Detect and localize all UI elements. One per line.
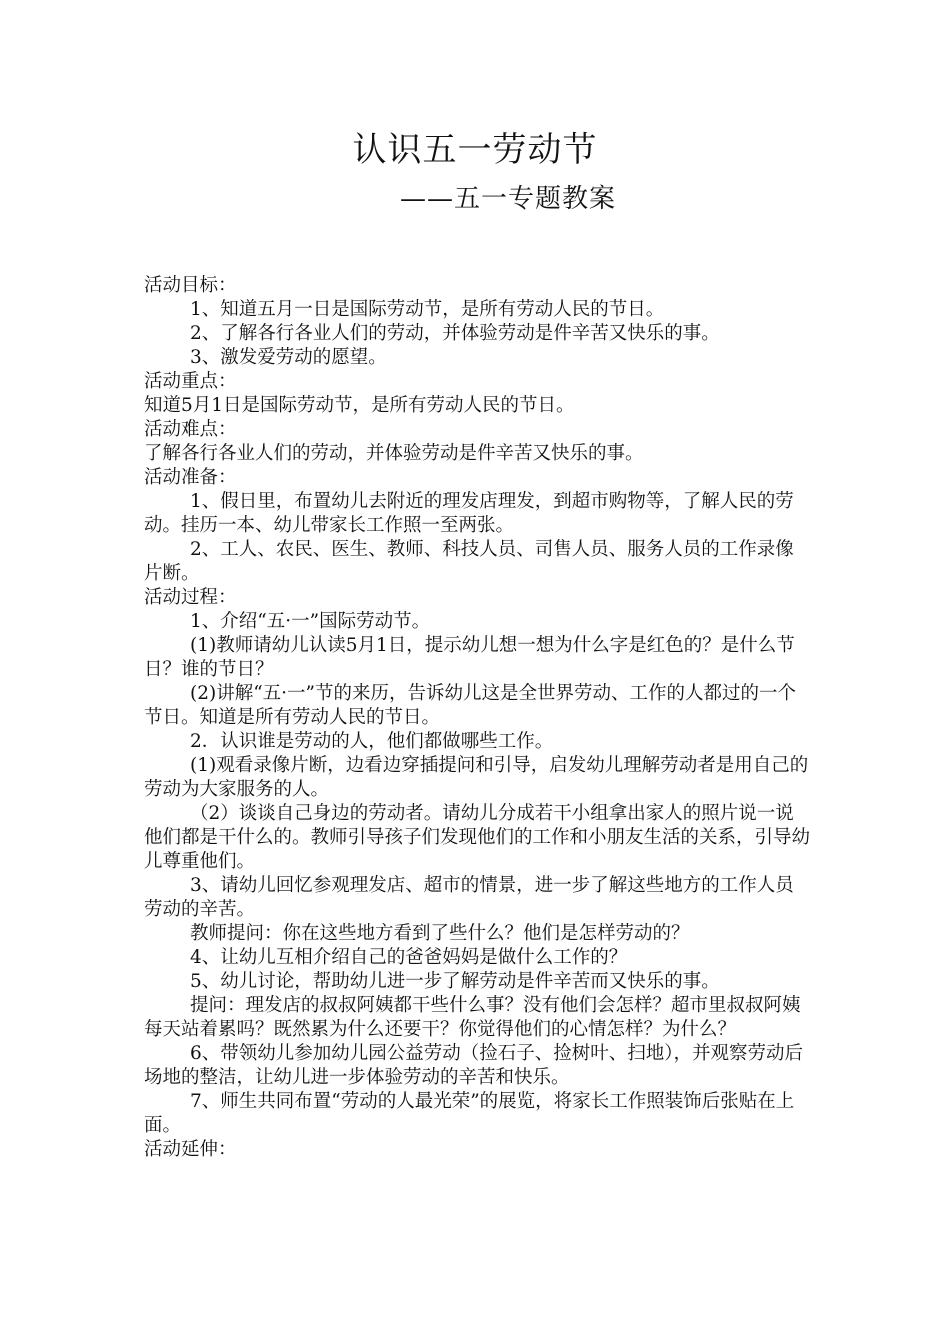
process-step-4: 4、让幼儿互相介绍自己的爸爸妈妈是做什么工作的？ — [190, 947, 628, 968]
preparation-item-1: 1、假日里，布置幼儿去附近的理发店理发，到超市购物等，了解人民的劳动。挂历一本、幼儿带家长工作照一至两张。 — [144, 491, 794, 536]
document-title: 认识五一劳动节 — [352, 130, 598, 170]
process-step-3: 3、请幼儿回忆参观理发店、超市的情景，进一步了解这些地方的工作人员劳动的辛苦。 — [144, 875, 794, 920]
section-heading-preparation: 活动准备： — [144, 467, 237, 488]
section-heading-process: 活动过程： — [144, 587, 237, 608]
section-heading-key-points: 活动重点： — [144, 371, 237, 392]
preparation-item-2: 2、工人、农民、医生、教师、科技人员、司售人员、服务人员的工作录像片断。 — [144, 539, 794, 584]
key-point-text: 知道5月1日是国际劳动节，是所有劳动人民的节日。 — [144, 395, 575, 416]
goal-item-1: 1、知道五月一日是国际劳动节，是所有劳动人民的节日。 — [190, 299, 665, 320]
process-step-5: 5、幼儿讨论，帮助幼儿进一步了解劳动是件辛苦而又快乐的事。 — [190, 971, 720, 992]
difficulty-text: 了解各行各业人们的劳动，并体验劳动是件辛苦又快乐的事。 — [144, 443, 644, 464]
section-heading-difficulties: 活动难点： — [144, 419, 237, 440]
process-step-2-sub-1: (1)观看录像片断，边看边穿插提问和引导，启发幼儿理解劳动者是用自己的劳动为大家服务的人。 — [144, 755, 809, 800]
process-step-7: 7、师生共同布置“劳动的人最光荣”的展览，将家长工作照装饰后张贴在上面。 — [144, 1091, 795, 1136]
goal-item-3: 3、激发爱劳动的愿望。 — [190, 347, 387, 368]
process-step-6: 6、带领幼儿参加幼儿园公益劳动（捡石子、捡树叶、扫地），并观察劳动后场地的整洁，让幼儿进一步体验劳动的辛苦和快乐。 — [144, 1043, 804, 1088]
process-step-5-question: 提问：理发店的叔叔阿姨都干些什么事？没有他们会怎样？超市里叔叔阿姨每天站着累吗？既然累为什么还要干？你觉得他们的心情怎样？为什么？ — [144, 995, 801, 1040]
section-heading-extension: 活动延伸： — [144, 1139, 237, 1160]
process-step-1: 1、介绍“五·一”国际劳动节。 — [190, 611, 431, 632]
document-subtitle: ——五一专题教案 — [400, 184, 617, 214]
process-step-3-question: 教师提问：你在这些地方看到了些什么？他们是怎样劳动的？ — [190, 923, 690, 944]
goal-item-2: 2、了解各行各业人们的劳动，并体验劳动是件辛苦又快乐的事。 — [190, 323, 720, 344]
process-step-1-sub-1: (1)教师请幼儿认读5月1日，提示幼儿想一想为什么字是红色的？是什么节日？谁的节日？ — [144, 635, 795, 680]
process-step-2: 2．认识谁是劳动的人，他们都做哪些工作。 — [190, 731, 554, 752]
document-body — [144, 274, 812, 1162]
section-heading-goals: 活动目标： — [144, 275, 237, 296]
process-step-2-sub-2: （2）谈谈自己身边的劳动者。请幼儿分成若干小组拿出家人的照片说一说他们都是干什么的。教师引导孩子们发现他们的工作和小朋友生活的关系，引导幼儿尊重他们。 — [144, 803, 811, 872]
process-step-1-sub-2: (2)讲解“五·一”节的来历，告诉幼儿这是全世界劳动、工作的人都过的一个节日。知道是所有劳动人民的节日。 — [144, 683, 797, 728]
